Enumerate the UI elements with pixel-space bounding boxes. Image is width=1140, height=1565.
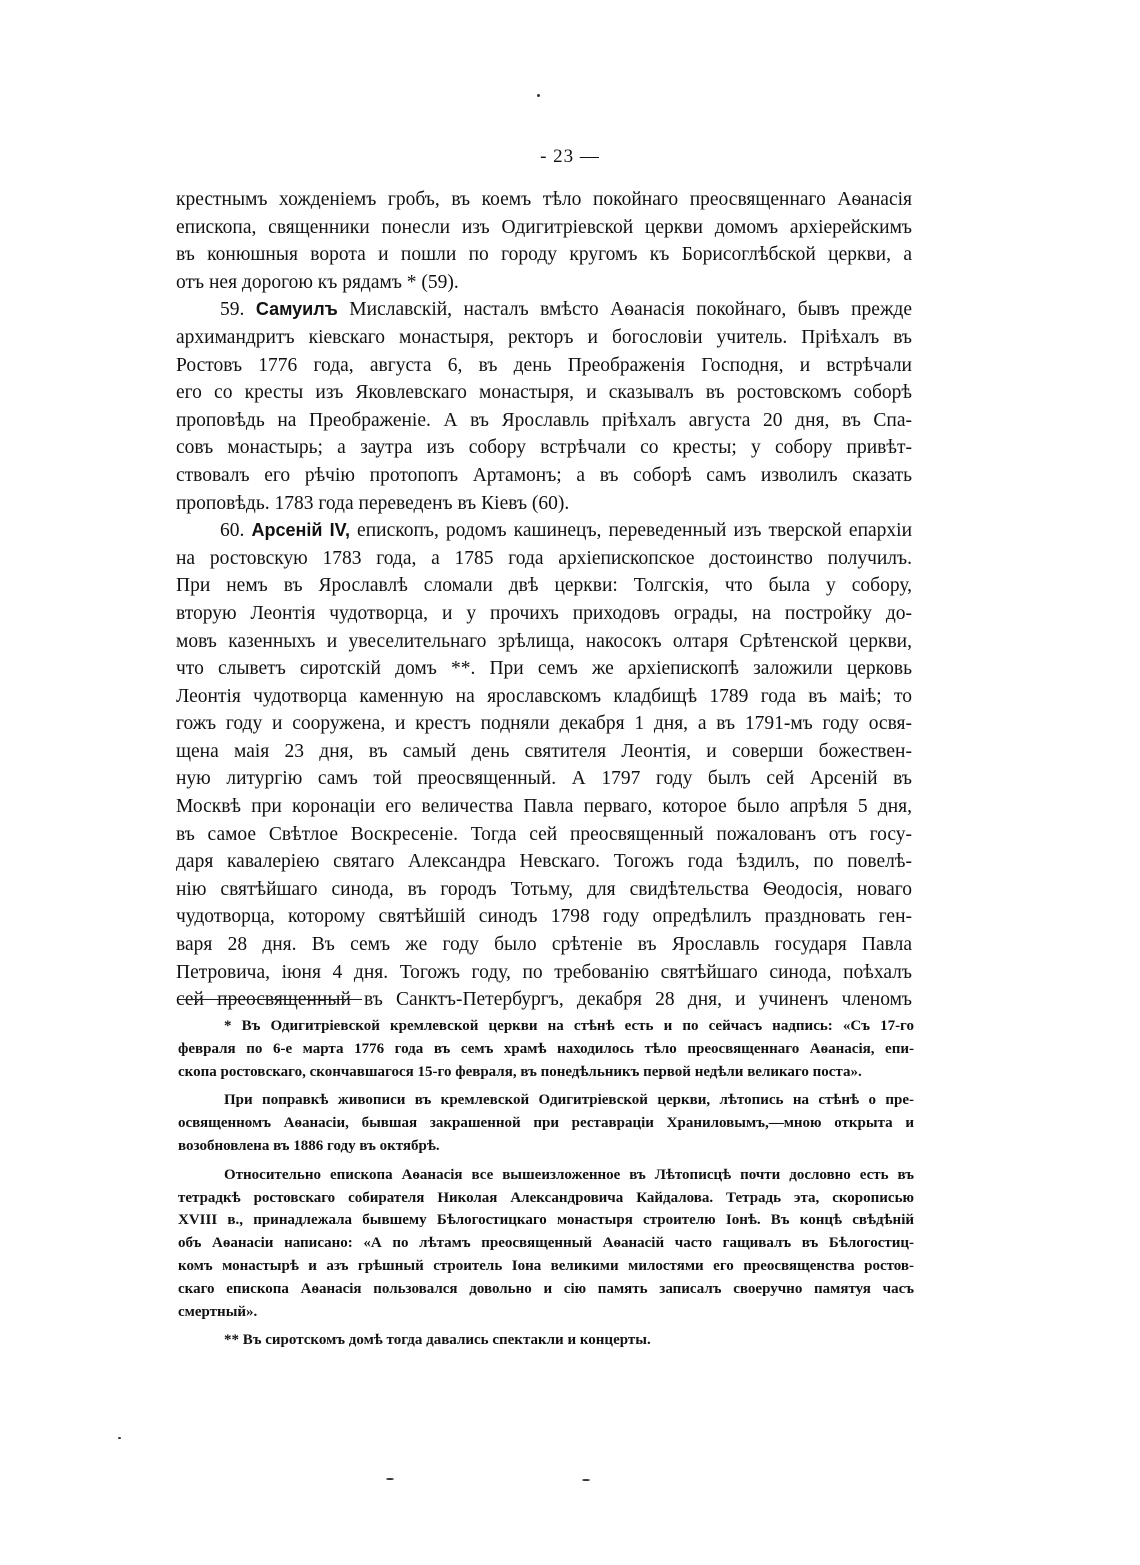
text-line: его со кресты изъ Яковлевскаго монастыря, и сказывалъ въ ростовскомъ соборѣ — [176, 382, 912, 404]
scan-speck — [537, 94, 540, 97]
text-line: совъ монастырь; а заутра изъ собору встрѣчали со кресты; у собору привѣт- — [176, 437, 912, 459]
text-line: сей преосвященный въ Санктъ-Петербургъ, декабря 28 дня, и учиненъ членомъ — [176, 989, 912, 1011]
footnote-line: XVIII в., принадлежала бывшему Бѣлогостицкаго монастыря строителю Іонѣ. Въ концѣ свѣдѣній — [178, 1212, 914, 1229]
text-line: ную литургію самъ той преосвященный. А 1797 году былъ сей Арсеній въ — [176, 768, 912, 790]
text-span: епископъ, родомъ кашинецъ, переведенный изъ тверской епархіи — [357, 520, 913, 542]
text-line: ствовалъ его рѣчію протопопъ Артамонъ; а въ соборѣ самъ изволилъ сказать — [176, 464, 912, 486]
text-line: въ конюшныя ворота и пошли по городу кругомъ къ Борисоглѣбской церкви, а — [176, 244, 912, 266]
text-line: При немъ въ Ярославлѣ сломали двѣ церкви: Толгскія, что была у собору, — [176, 575, 912, 597]
entry-number: 59. — [220, 299, 245, 321]
scan-speck — [118, 1437, 121, 1439]
bishop-name: Самуилъ — [255, 299, 338, 320]
text-line: проповѣдь на Преображеніе. А въ Ярославль пріѣхалъ августа 20 дня, въ Спа- — [176, 409, 912, 431]
entry-number: 60. — [220, 520, 245, 542]
footnote-line: ** Въ сиротскомъ домѣ тогда давались спектакли и концерты. — [224, 1332, 651, 1349]
text-line: вторую Леонтія чудотворца, и у прочихъ приходовъ ограды, на постройку до- — [176, 602, 912, 624]
footnote-1-source — [178, 1164, 914, 1324]
paragraph-59 — [176, 296, 912, 517]
footnote-line: смертный». — [178, 1303, 258, 1320]
text-line: проповѣдь. 1783 года переведенъ въ Кіевъ (60). — [176, 492, 570, 514]
text-line: отъ нея дорогою къ рядамъ * (59). — [176, 271, 459, 293]
footnote-2 — [178, 1329, 914, 1352]
text-line: Петровича, іюня 4 дня. Тогожъ году, по требованію святѣйшаго синода, поѣхалъ — [176, 961, 912, 983]
footnote-line: объ Аѳанасіи написано: «А по лѣтамъ преосвященный Аѳанасій часто гащивалъ въ Бѣлогостиц- — [178, 1235, 914, 1252]
footnote-separator — [178, 999, 362, 1000]
text-line: на ростовскую 1783 года, а 1785 года архіепископское достоинство получилъ. — [176, 547, 912, 569]
text-line: что слыветъ сиротскій домъ **. При семъ же архіепископѣ заложили церковь — [176, 658, 912, 680]
scan-speck — [582, 1479, 590, 1481]
text-line: въ самое Свѣтлое Воскресеніе. Тогда сей преосвященный пожалованъ отъ госу- — [176, 823, 912, 845]
text-line: Ростовъ 1776 года, августа 6, въ день Преображенія Господня, и встрѣчали — [176, 354, 912, 376]
text-line: крестнымъ хожденіемъ гробъ, въ коемъ тѣло покойнаго преосвященнаго Аѳанасія — [176, 189, 912, 210]
footnote-line: При поправкѣ живописи въ кремлевской Одигитріевской церкви, лѣтопись на стѣнѣ о пре- — [224, 1092, 914, 1109]
footnote-line: комъ монастырѣ и азъ грѣшный строитель Іона великими милостями его преосвященства ростов- — [178, 1257, 914, 1274]
footnote-line: февраля по 6-е марта 1776 года въ семъ храмѣ находилось тѣло преосвященнаго Аѳанасія, епи- — [178, 1040, 914, 1057]
text-line: архимандритъ кіевскаго монастыря, ректоръ и богословіи учитель. Пріѣхалъ въ — [176, 326, 912, 348]
text-line: Леонтія чудотворца каменную на ярославскомъ кладбищѣ 1789 года въ маіѣ; то — [176, 685, 912, 707]
paragraph-60 — [176, 517, 912, 1014]
main-text — [176, 186, 912, 1014]
bishop-name: Арсеній IV, — [251, 520, 350, 541]
text-line: нію святѣйшаго синода, въ городъ Тотьму, для свидѣтельства Ѳеодосія, новаго — [176, 878, 912, 900]
text-line: Москвѣ при коронаціи его величества Павла перваго, которое было апрѣля 5 дня, — [176, 796, 912, 818]
text-line: гожъ году и сооружена, и крестъ подняли декабря 1 дня, а въ 1791-мъ году освя- — [176, 713, 912, 735]
text-line — [176, 296, 912, 324]
text-line: епископа, священники понесли изъ Одигитріевской церкви домомъ архіерейскимъ — [176, 216, 912, 238]
footnote-line: Относительно епископа Аѳанасія все вышеизложенное въ Лѣтописцѣ почти дословно есть въ — [224, 1166, 914, 1183]
text-line: даря кавалеріею святаго Александра Невскаго. Тогожъ года ѣздилъ, по повелѣ- — [176, 851, 912, 873]
text-line: мовъ казенныхъ и увеселительнаго зрѣлища, накосокъ олтаря Срѣтенской церкви, — [176, 630, 912, 652]
scan-speck — [386, 1478, 394, 1480]
text-line: щена маія 23 дня, въ самый день святителя Леонтія, и соверши божествен- — [176, 740, 912, 762]
footnote-line: скопа ростовскаго, скончавшагося 15-го февраля, въ понедѣльникъ первой недѣли великаго поста». — [178, 1063, 862, 1080]
page-number: - 23 — — [540, 146, 600, 167]
footnote-1-addendum — [178, 1089, 914, 1157]
text-line — [176, 517, 912, 545]
footnotes — [178, 1015, 914, 1358]
text-line: варя 28 дня. Въ семъ же году было срѣтеніе въ Ярославль государя Павла — [176, 934, 912, 956]
footnote-line: тетрадкѣ ростовскаго собирателя Николая Александровича Кайдалова. Тетрадь эта, скорописью — [178, 1189, 914, 1206]
footnote-line: * Въ Одигитріевской кремлевской церкви на стѣнѣ есть и по сейчасъ надпись: «Съ 17-го — [224, 1018, 914, 1034]
footnote-line: освященномъ Аѳанасіи, бывшая закрашенной при реставраціи Храниловымъ,—мною открыта и — [178, 1115, 914, 1132]
paragraph-58-continuation — [176, 186, 912, 296]
footnote-line: возобновлена въ 1886 году въ октябрѣ. — [178, 1137, 440, 1154]
text-line: чудотворца, которому святѣйшій синодъ 1798 году опредѣлилъ праздновать ген- — [176, 906, 912, 928]
footnote-1 — [178, 1015, 914, 1083]
footnote-line: скаго епископа Аѳанасія пользовался довольно и сію память записалъ своеручно памятуя часъ — [178, 1280, 914, 1297]
text-span: Миславскій, насталъ вмѣсто Аѳанасія покойнаго, бывъ прежде — [349, 299, 912, 321]
